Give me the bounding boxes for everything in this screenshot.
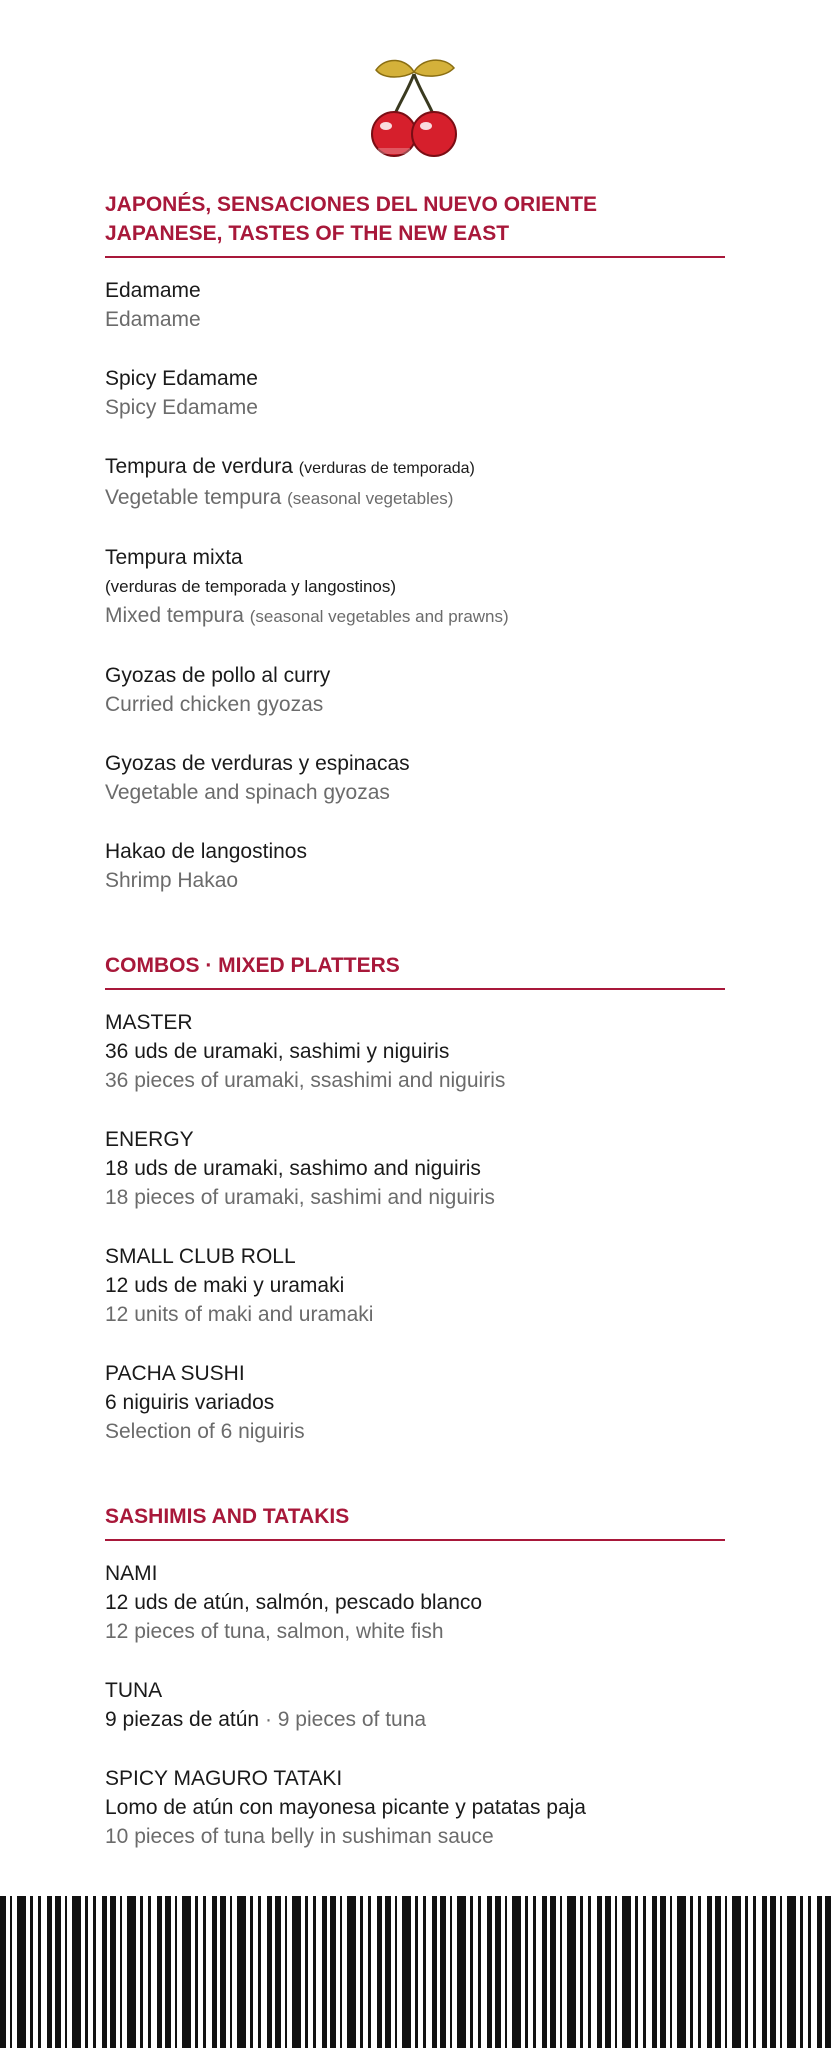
section-title: JAPONÉS, SENSACIONES DEL NUEVO ORIENTE JAPANESE, TASTES OF THE NEW EAST [105,190,725,258]
cherries-icon [364,56,464,160]
section-sashimis [105,1502,725,1851]
menu-item-tempura-verdura: Tempura de verdura (verduras de temporada) Vegetable tempura (seasonal vegetables) [105,455,475,509]
menu-content [105,190,725,1851]
menu-item-gyozas-verduras: Gyozas de verduras y espinacas Vegetable and spinach gyozas [105,752,410,804]
menu-item-tempura-mixta: Tempura mixta (verduras de temporada y langostinos) Mixed tempura (seasonal vegetables and prawns) [105,546,509,627]
menu-item-gyozas-pollo: Gyozas de pollo al curry Curried chicken gyozas [105,664,331,716]
menu-item-hakao: Hakao de langostinos Shrimp Hakao [105,840,307,892]
menu-item-master: MASTER 36 uds de uramaki, sashimi y niguiris 36 pieces of uramaki, ssashimi and niguiris [105,1011,506,1092]
menu-item-small-club-roll: SMALL CLUB ROLL 12 uds de maki y uramaki 12 units of maki and uramaki [105,1245,374,1326]
menu-item-edamame: Edamame Edamame [105,279,201,331]
section-title: SASHIMIS AND TATAKIS [105,1502,725,1541]
barcode-decoration [0,1896,832,2048]
section-japanese [105,190,725,895]
menu-item-tuna: TUNA 9 piezas de atún · 9 pieces of tuna [105,1679,427,1731]
section-title: COMBOS · MIXED PLATTERS [105,951,725,990]
menu-item-spicy-maguro-tataki: SPICY MAGURO TATAKI Lomo de atún con mayonesa picante y patatas paja 10 pieces of tuna belly in sushiman sauce [105,1767,586,1848]
section-combos [105,951,725,1446]
menu-item-pacha-sushi: PACHA SUSHI 6 niguiris variados Selection of 6 niguiris [105,1362,305,1443]
menu-item-spicy-edamame: Spicy Edamame Spicy Edamame [105,367,258,419]
menu-item-energy: ENERGY 18 uds de uramaki, sashimo and niguiris 18 pieces of uramaki, sashimi and niguiris [105,1128,495,1209]
menu-item-nami: NAMI 12 uds de atún, salmón, pescado blanco 12 pieces of tuna, salmon, white fish [105,1562,483,1643]
